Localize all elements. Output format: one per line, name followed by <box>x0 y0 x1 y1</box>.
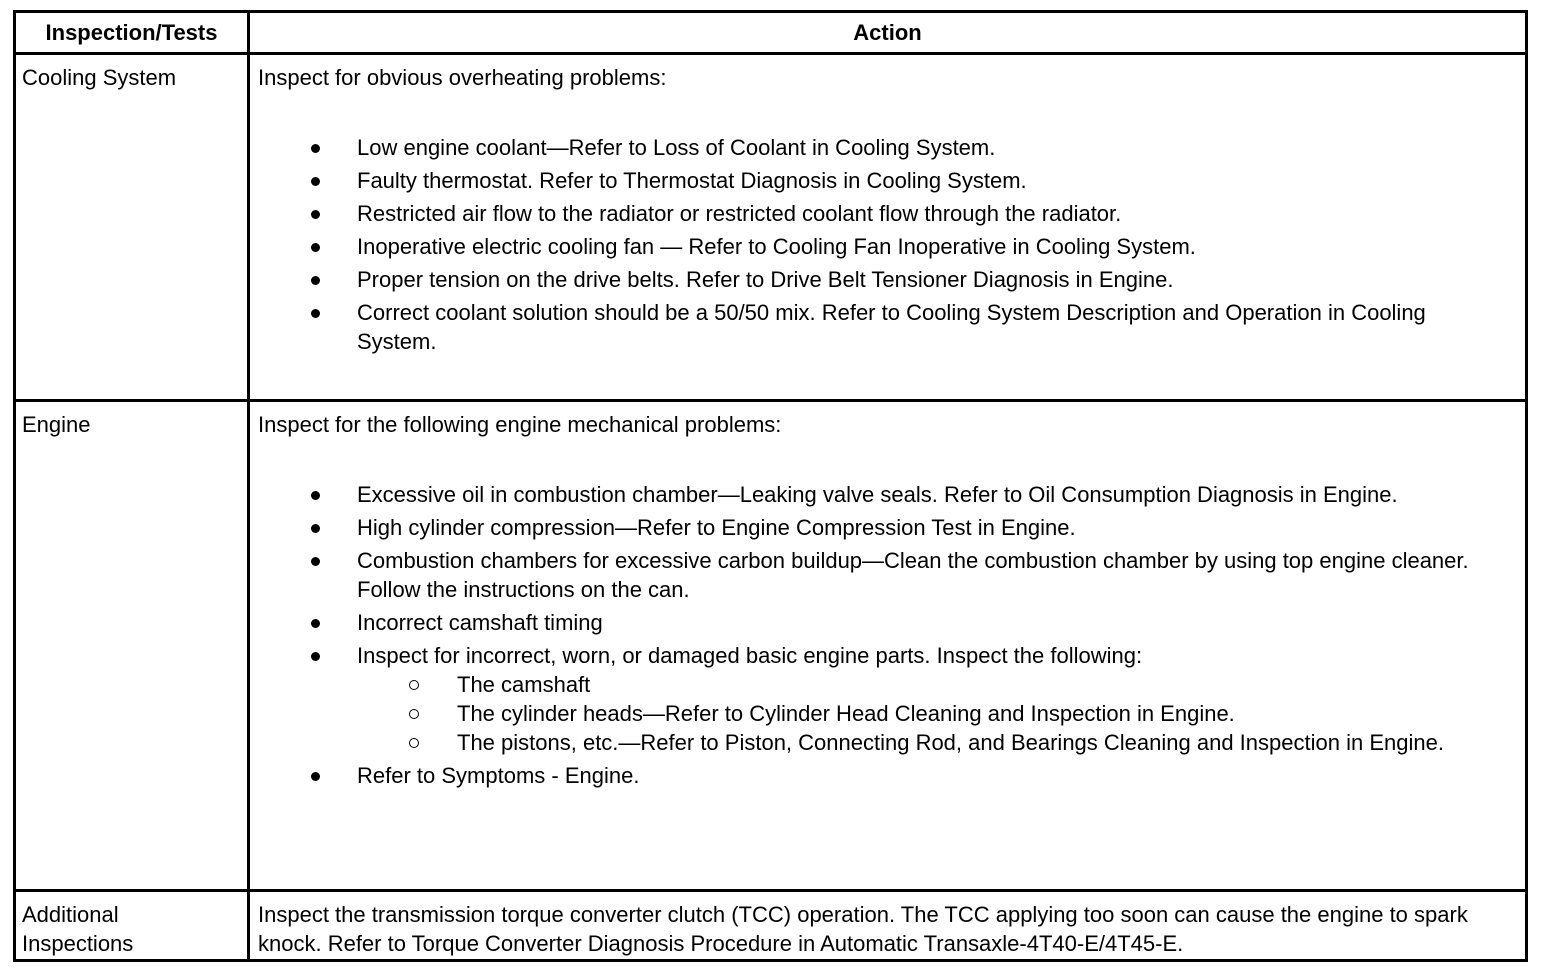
row-action-cell <box>250 55 1525 399</box>
table-row-cooling-system <box>16 55 1525 402</box>
bullet-icon <box>309 608 321 637</box>
row-label: Cooling System <box>22 65 177 90</box>
list-item: High cylinder compression—Refer to Engine Compression Test in Engine. <box>250 513 1525 542</box>
row-action-cell <box>250 402 1525 889</box>
header-inspection-label: Inspection/Tests <box>45 20 218 45</box>
list-item: Low engine coolant—Refer to Loss of Coolant in Cooling System. <box>250 133 1525 162</box>
row-label: Engine <box>22 412 91 437</box>
list-item: Refer to Symptoms - Engine. <box>250 761 1525 790</box>
bullet-icon <box>309 166 321 195</box>
action-bullet-list <box>250 480 1525 794</box>
header-cell-inspection <box>16 13 250 52</box>
row-label-cell <box>16 892 250 959</box>
circle-bullet-icon <box>409 699 419 728</box>
bullet-icon <box>309 298 321 327</box>
list-item: Proper tension on the drive belts. Refer to Drive Belt Tensioner Diagnosis in Engine. <box>250 265 1525 294</box>
table-row-engine <box>16 402 1525 892</box>
sub-list-item: The camshaft <box>357 670 1495 699</box>
circle-bullet-icon <box>409 728 419 757</box>
list-item: Excessive oil in combustion chamber—Leaking valve seals. Refer to Oil Consumption Diagnosis in Engine. <box>250 480 1525 509</box>
list-item: Incorrect camshaft timing <box>250 608 1525 637</box>
inspection-table <box>13 10 1528 962</box>
header-cell-action <box>250 13 1525 52</box>
action-intro: Inspect for the following engine mechanical problems: <box>258 412 782 437</box>
list-item: Combustion chambers for excessive carbon buildup—Clean the combustion chamber by using top engine cleaner. Follow the instructions on the can. <box>250 546 1525 604</box>
row-label-cell <box>16 55 250 399</box>
bullet-icon <box>309 546 321 575</box>
action-paragraph: Inspect the transmission torque converter clutch (TCC) operation. The TCC applying too soon can cause the engine to spark knock. Refer to Torque Converter Diagnosis Procedure in Automatic Transaxle-4T40-E/4T45-E. <box>258 902 1468 956</box>
row-label: Additional Inspections <box>22 902 134 956</box>
bullet-icon <box>309 133 321 162</box>
row-action-cell <box>250 892 1525 959</box>
bullet-icon <box>309 641 321 670</box>
bullet-icon <box>309 480 321 509</box>
header-action-label: Action <box>853 20 922 45</box>
bullet-icon <box>309 513 321 542</box>
action-intro: Inspect for obvious overheating problems: <box>258 65 667 90</box>
table-header-row <box>16 13 1525 55</box>
list-item: Restricted air flow to the radiator or restricted coolant flow through the radiator. <box>250 199 1525 228</box>
list-item: Correct coolant solution should be a 50/50 mix. Refer to Cooling System Description and Operation in Cooling System. <box>250 298 1525 356</box>
bullet-icon <box>309 265 321 294</box>
bullet-icon <box>309 199 321 228</box>
sub-list-item: The pistons, etc.—Refer to Piston, Connecting Rod, and Bearings Cleaning and Inspection in Engine. <box>357 728 1495 757</box>
sub-bullet-list <box>357 670 1495 757</box>
list-item: Inspect for incorrect, worn, or damaged basic engine parts. Inspect the following: The camshaft The cylinder heads—Refer to Cylinder Head Cleaning and Inspection in Engine. The pistons, etc.—Refer to Piston, Connecting Rod, and Bearings Cleaning and Inspection in Engine. <box>250 641 1525 757</box>
table-row-additional-inspections <box>16 892 1525 959</box>
action-bullet-list <box>250 133 1525 360</box>
list-item: Faulty thermostat. Refer to Thermostat Diagnosis in Cooling System. <box>250 166 1525 195</box>
sub-list-item: The cylinder heads—Refer to Cylinder Head Cleaning and Inspection in Engine. <box>357 699 1495 728</box>
row-label-cell <box>16 402 250 889</box>
circle-bullet-icon <box>409 670 419 699</box>
bullet-icon <box>309 761 321 790</box>
list-item: Inoperative electric cooling fan — Refer to Cooling Fan Inoperative in Cooling System. <box>250 232 1525 261</box>
bullet-icon <box>309 232 321 261</box>
